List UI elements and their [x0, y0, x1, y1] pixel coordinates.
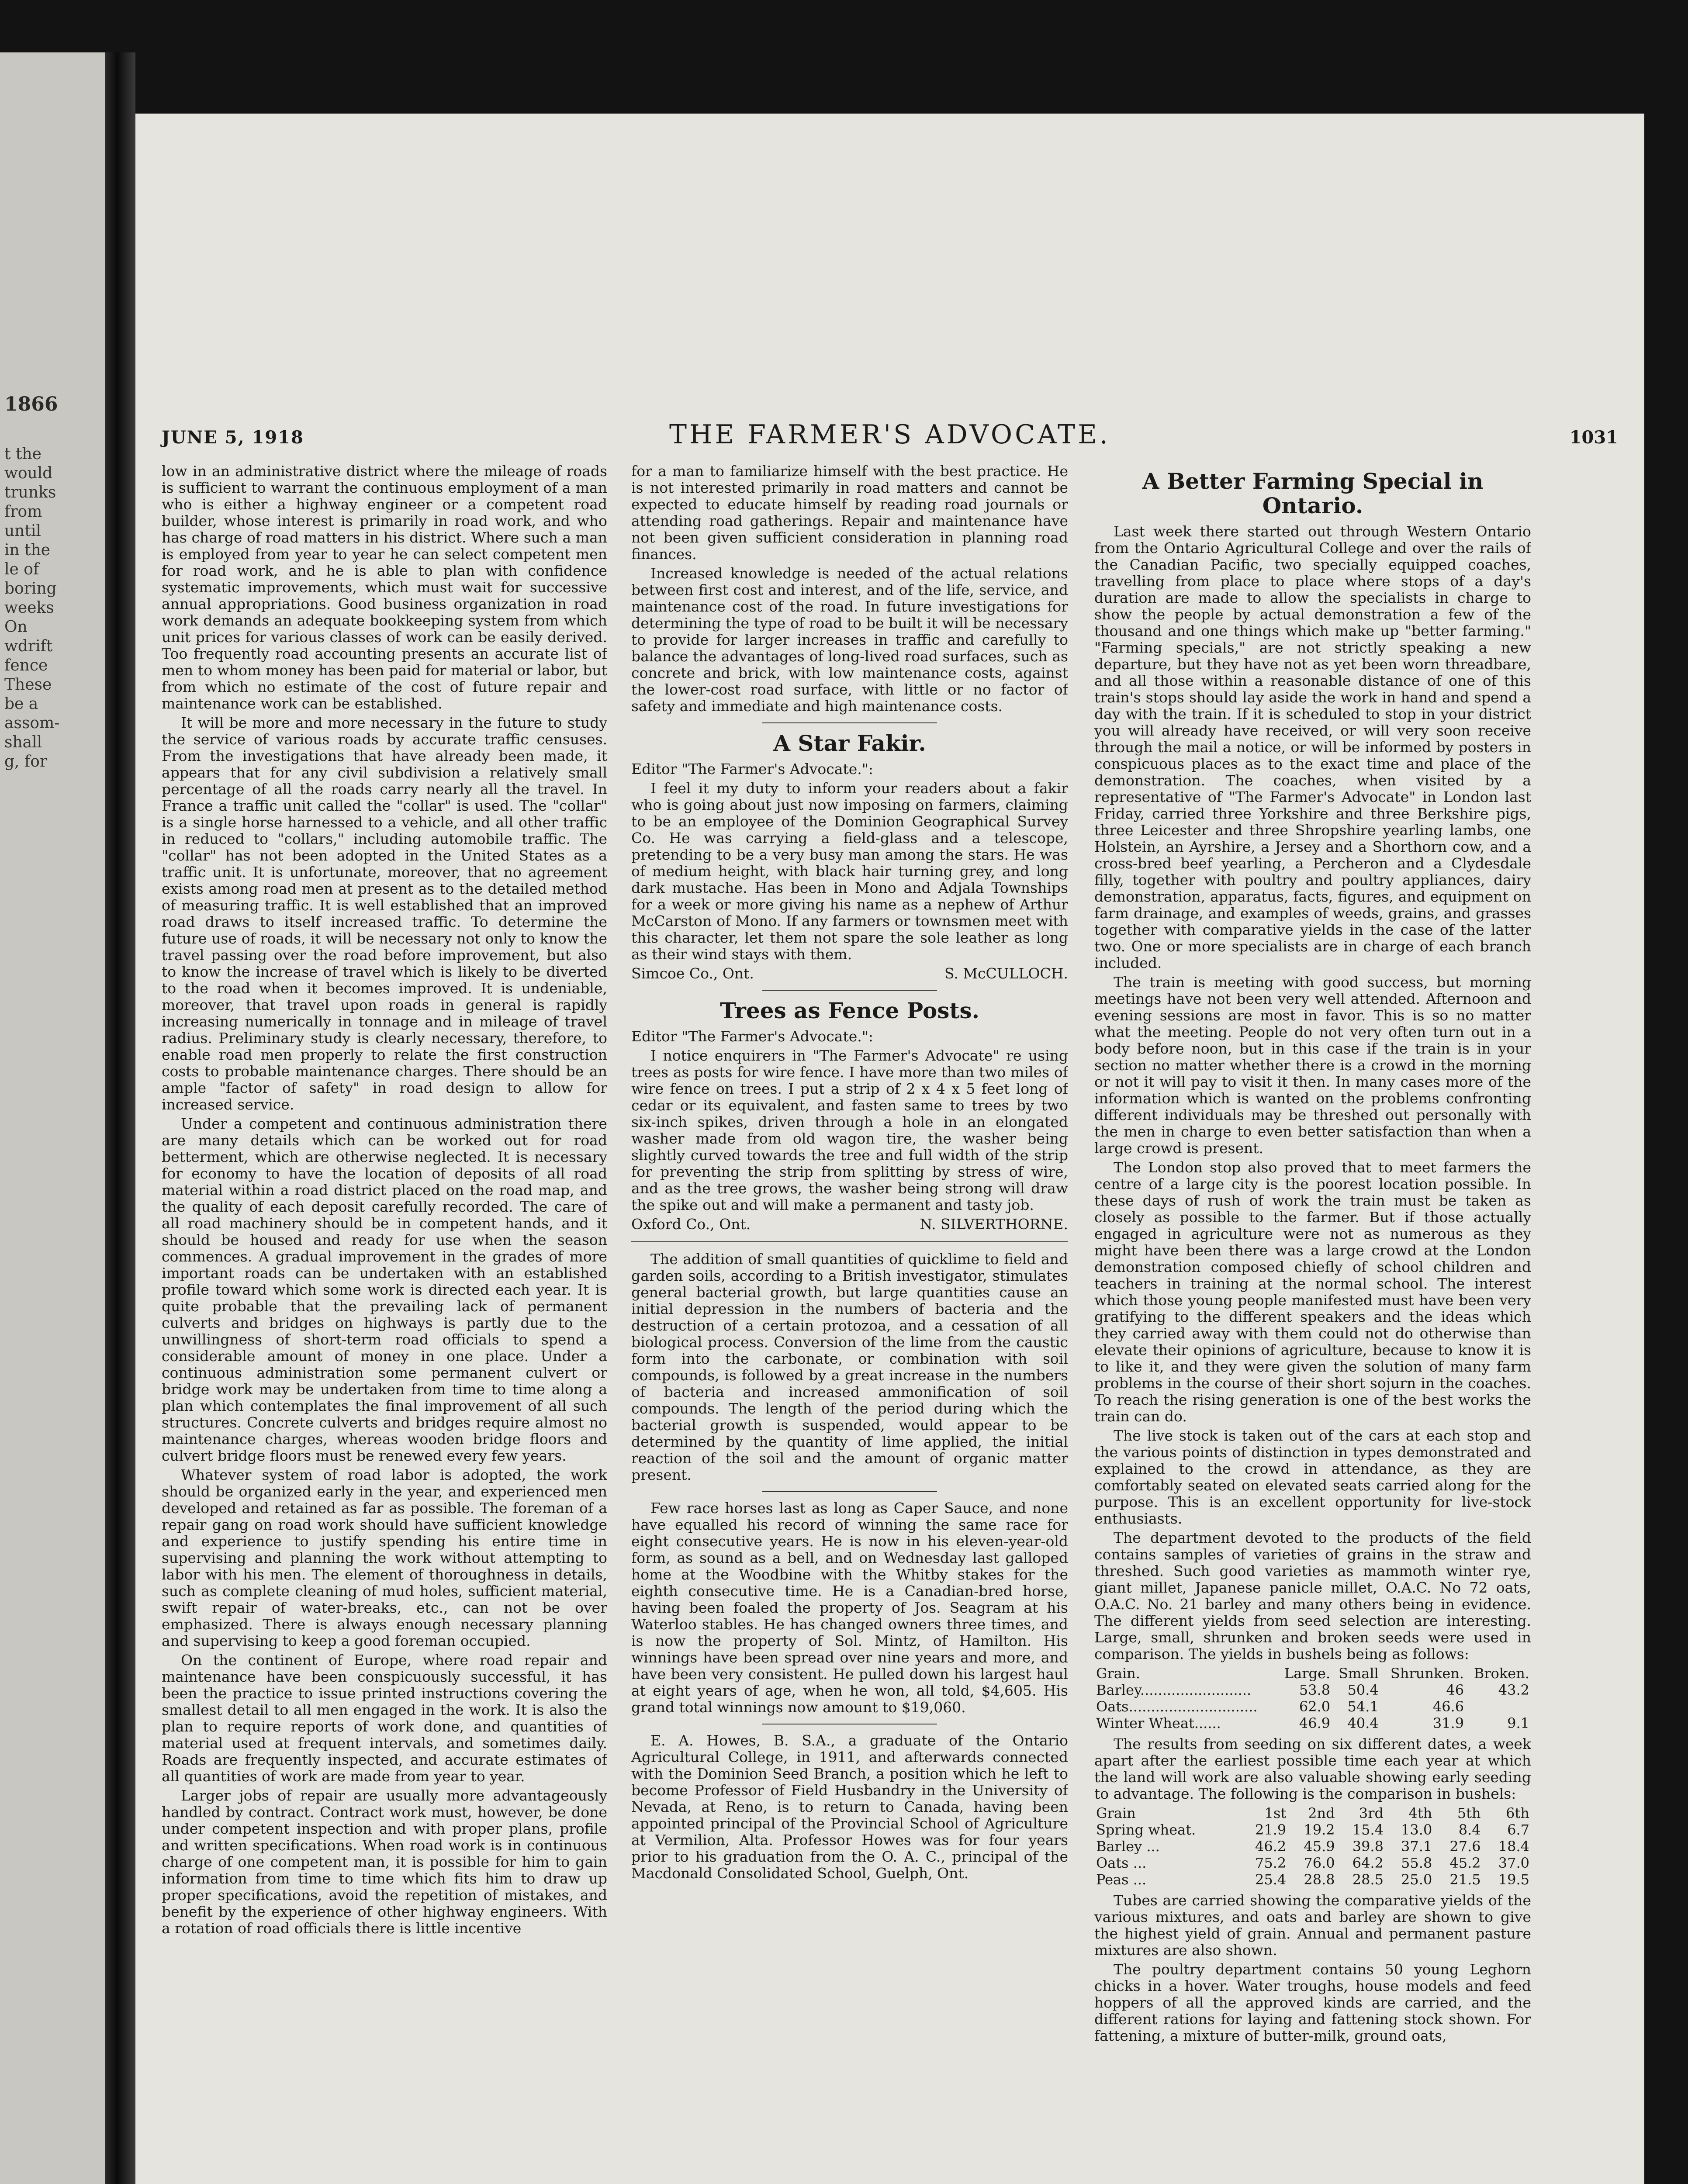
previous-page-fragment: boring — [4, 580, 57, 598]
table-header-row — [1094, 1805, 1531, 1821]
table-cell: 40.4 — [1347, 1715, 1379, 1731]
header-date: JUNE 5, 1918 — [162, 427, 304, 448]
article-paragraph: low in an administrative district where the mileage of roads is sufficient to warrant the continuous employment of a man who is either a highway engineer or a competent road builder, whose interest is primarily in road work, and who has charge of road matters in his district. Where such a man is employed from year to year he can select competent men for road work, and he is able to plan with confidence systematic improvements, which must wait for successive annual appropriations. Good business organization in road work demands an adequate bookkeeping system from which unit prices for various classes of work can be easily derived. Too frequently road accounting presents an accurate list of men to whom money has been paid for material or labor, but from which no estimate of the cost of future repair and maintenance work can be established. — [162, 463, 607, 712]
table-header-cell: Shrunken. — [1390, 1665, 1464, 1682]
previous-page-fragment: On — [4, 618, 28, 636]
table-cell: 75.2 — [1255, 1855, 1287, 1871]
article-paragraph: for a man to familiarize himself with the best practice. He is not interested primarily in road matters and cannot be expected to educate himself by reading road journals or attending road gatherings. Repair and maintenance have not been given sufficient consideration in planning road finances. — [631, 463, 1068, 563]
star-fakir-heading: A Star Fakir. — [773, 730, 926, 756]
seeding-date-yield-table — [1094, 1805, 1531, 1888]
table-cell: 25.0 — [1401, 1871, 1432, 1888]
article-paragraph: The live stock is taken out of the cars at each stop and the various points of distinction in types demonstrated and explained to the crowd in attendance, as they are comfortably seated on elevated seats carried along for the purpose. This is an excellent opportunity for live-stock enthusiasts. — [1094, 1427, 1531, 1527]
previous-page-fragment: shall — [4, 733, 42, 751]
table-header-cell: Grain — [1096, 1805, 1136, 1821]
letter-author: S. McCULLOCH. — [944, 965, 1068, 982]
article-paragraph: It will be more and more necessary in the future to study the service of various roads by accurate traffic censuses. From the investigations that have already been made, it appears that for any civil subdivision a relatively small percentage of all the roads carry nearly all the travel. In France a traffic unit called the "collar" is used. The "collar" is a single horse harnessed to a vehicle, and all other traffic in reduced to "collars," including automobile traffic. The "collar" has not been adopted in the United States as a traffic unit. It is unfortunate, moreover, that no agreement exists among road men at present as to the detailed method of measuring traffic. It is well established that an improved road draws to itself increased traffic. To determine the future use of roads, it will be necessary not only to know the travel passing over the road before improvement, but also to know the increase of travel which is likely to be diverted to the road when it becomes improved. It is undeniable, moreover, that travel upon roads in general is rapidly increasing numerically in tonnage and in mileage of travel radius. Preliminary study is clearly necessary, therefore, to enable road men properly to relate the first construction costs to probable maintenance charges. There should be an ample "factor of safety" in road design to allow for increased service. — [162, 714, 607, 1113]
table-row — [1094, 1871, 1531, 1888]
table-cell: 6.7 — [1507, 1821, 1529, 1838]
table-cell: 19.2 — [1304, 1821, 1335, 1838]
column-1 — [162, 463, 607, 2184]
table-cell: 43.2 — [1498, 1682, 1529, 1698]
previous-page-fragment: g, for — [4, 753, 48, 771]
section-divider — [631, 1241, 1068, 1242]
article-paragraph: The train is meeting with good success, but morning meetings have not been very well attended. Afternoon and evening sessions are most in favor. This is so no matter what the meeting. People do not very often turn out in a body before noon, but in this case if the train is in your section no matter whether there is a crowd in the morning or not it will pay to visit it then. In many cases more of the information which is wanted on the problems confronting different individuals may be threshed out personally with the men in charge to even better satisfaction than when a large crowd is present. — [1094, 974, 1531, 1157]
table-cell: 25.4 — [1255, 1871, 1287, 1888]
table-cell: 31.9 — [1432, 1715, 1464, 1731]
letter-author: N. SILVERTHORNE. — [920, 1216, 1068, 1233]
table-cell: Barley......................... — [1096, 1682, 1252, 1698]
letter-place: Oxford Co., Ont. — [631, 1216, 751, 1233]
table-cell: 13.0 — [1401, 1821, 1432, 1838]
article-paragraph: Last week there started out through Western Ontario from the Ontario Agricultural College and over the rails of the Canadian Pacific, two specially equipped coaches, travelling from place to place where stops of a day's duration are made to allow the specialists in charge to show the people by actual demonstration a few of the thousand and one things which make up "better farming." "Farming specials," are not strictly speaking a new departure, but they have not as yet been worn threadbare, and all those within a reasonable distance of one of this train's stops should lay aside the work in hand and spend a day with the train. If it is scheduled to stop in your district you will already have received, or will very soon receive through the mail a notice, or will be informed by posters in conspicuous places as to the exact time and place of the demonstration. The coaches, when visited by a representative of "The Farmer's Advocate" in London last Friday, carried three Yorkshire and three Berkshire pigs, three Leicester and three Shropshire yearling lambs, one Holstein, an Ayrshire, a Jersey and a Shorthorn cow, and a cross-bred beef yearling, a Percheron and a Clydesdale filly, together with poultry and poultry appliances, dairy demonstration, apparatus, facts, figures, and equipment on farm drainage, and examples of weeds, grains, and grasses together with comparative yields in the case of the latter two. One or more specialists are in charge of each branch included. — [1094, 523, 1531, 971]
table-cell: 46.9 — [1299, 1715, 1331, 1731]
previous-page-fragment: be a — [4, 695, 38, 713]
article-paragraph: The department devoted to the products of the field contains samples of varieties of grains in the straw and threshed. Such good varieties as mammoth winter rye, giant millet, Japanese panicle millet, O.A.C. No 72 oats, O.A.C. No. 21 barley and many others being in evidence. The different yields from seed selection are interesting. Large, small, shrunken and broken seeds were used in comparison. The yields in bushels being as follows: — [1094, 1529, 1531, 1662]
article-paragraph: Larger jobs of repair are usually more advantageously handled by contract. Contract work must, however, be done under competent inspection and with proper plans, profile and written specifications. When road work is in continuous charge of one competent man, it is possible for him to gain information from time to time which fits him to draw up proper specifications, avoid the repetition of mistakes, and benefit by the experience of other highway engineers. With a rotation of road officials there is little incentive — [162, 1787, 607, 1937]
previous-page-fragment: would — [4, 464, 53, 482]
table-header-cell: 3rd — [1359, 1805, 1384, 1821]
table-cell: 55.8 — [1401, 1855, 1432, 1871]
column-3 — [1094, 463, 1531, 2184]
table-cell: 37.1 — [1401, 1838, 1432, 1855]
table-cell: 54.1 — [1347, 1698, 1379, 1715]
article-paragraph: On the continent of Europe, where road repair and maintenance have been conspicuously successful, it has been the practice to issue printed instructions covering the smallest detail to all men engaged in the work. It is also the plan to require reports of work done, and quantities of material used at frequent intervals, and sometimes daily. Roads are frequently inspected, and accurate estimates of all quantities of work are made from year to year. — [162, 1652, 607, 1785]
table-cell: 46.2 — [1255, 1838, 1287, 1855]
table-row — [1094, 1855, 1531, 1871]
table-cell: 45.9 — [1304, 1838, 1335, 1855]
table-cell: 28.8 — [1304, 1871, 1335, 1888]
table-cell: 37.0 — [1498, 1855, 1529, 1871]
table-cell: Barley ... — [1096, 1838, 1160, 1855]
article-paragraph: Whatever system of road labor is adopted, the work should be organized early in the year, and experienced men developed and retained as far as possible. The foreman of a repair gang on road work should have sufficient knowledge and experience to justify spending his entire time in supervising and planning the work without attempting to labor with his men. The element of thoroughness in details, such as complete cleaning of mud holes, sufficient material, swift repair of water-breaks, etc., can not be over emphasized. There is always enough necessary planning and supervising to keep a good foreman occupied. — [162, 1466, 607, 1649]
letter-place: Simcoe Co., Ont. — [631, 965, 754, 982]
previous-page-fragment: wdrift — [4, 637, 53, 655]
article-paragraph: Increased knowledge is needed of the actual relations between first cost and interest, and of the life, service, and maintenance cost of the road. In future investigations for determining the type of road to be built it will be necessary to provide for larger increases in traffic and carefully to balance the advantages of long-lived road surfaces, such as concrete and brick, with low maintenance costs, against the lower-cost road surface, with little or no factor of safety and immediate and high maintenance costs. — [631, 565, 1068, 715]
newspaper-page — [135, 114, 1644, 2184]
table-cell: Spring wheat. — [1096, 1821, 1196, 1838]
table-cell: 53.8 — [1299, 1682, 1331, 1698]
table-cell: 21.5 — [1449, 1871, 1481, 1888]
table-cell: 39.8 — [1352, 1838, 1384, 1855]
caper-sauce-item: Few race horses last as long as Caper Sauce, and none have equalled his record of winning the same race for eight consecutive years. He is now in his eleven-year-old form, as sound as a bell, and on Wednesday last galloped home at the Woodbine with the Whitby stakes for the eighth consecutive time. He is a Canadian-bred horse, having been foaled the property of Jos. Seagram at his Waterloo stables. He has changed owners three times, and is now the property of Sol. Mintz, of Hamilton. His winnings have been spread over nine years and more, and have been very consistent. He pulled down his largest haul at eight years of age, when he won, all told, $4,605. His grand total winnings now amount to $19,060. — [631, 1500, 1068, 1716]
table-cell: 18.4 — [1498, 1838, 1529, 1855]
table-cell: 45.2 — [1449, 1855, 1481, 1871]
quicklime-item: The addition of small quantities of quicklime to field and garden soils, according to a British investigator, stimulates general bacterial growth, but large quantities cause an initial depression in the numbers of bacteria and the destruction of a certain protozoa, and a cessation of all biological process. Conversion of the lime from the caustic form into the carbonate, or combination with soil compounds, is followed by a great increase in the numbers of bacteria and increased ammonification of soil compounds. The length of the period during which the bacterial growth is suspended, would appear to be determined by the quantity of lime applied, the initial reaction of the soil and the amount of organic matter present. — [631, 1251, 1068, 1483]
table-header-cell: 6th — [1506, 1805, 1529, 1821]
previous-page-fragment: le of — [4, 560, 39, 578]
table-cell: Winter Wheat...... — [1096, 1715, 1221, 1731]
table-cell: 64.2 — [1352, 1855, 1384, 1871]
table-header-cell: 2nd — [1308, 1805, 1335, 1821]
article-paragraph: The London stop also proved that to meet farmers the centre of a large city is the poorest location possible. In these days of rush of work the train must be taken as closely as possible to the farmer. But if those actually engaged in agriculture were not as numerous as they might have been there was a large crowd at the London demonstration composed chiefly of school children and teachers in training at the normal school. The interest which those young people manifested must have been very gratifying to the different speakers and the ideas which they carried away with them could not do otherwise than elevate their opinions of agriculture, because to know it is to like it, and they were given the solution of many farm problems in the course of their short sojurn in the coaches. To reach the rising generation is one of the best works the train can do. — [1094, 1159, 1531, 1425]
table-row — [1094, 1821, 1531, 1838]
previous-page-fragment: in the — [4, 541, 51, 559]
article-paragraph: The poultry department contains 50 young Leghorn chicks in a hover. Water troughs, house models and feed hoppers of all the approved kinds are carried, and the different rations for laying and fattening stock shown. For fattening, a mixture of butter-milk, ground oats, — [1094, 1961, 1531, 2044]
section-divider — [762, 990, 937, 991]
previous-page-fragment: trunks — [4, 484, 56, 501]
article-paragraph: Under a competent and continuous administration there are many details which can be worked out for road betterment, which are otherwise neglected. It is necessary for economy to have the location of deposits of all road material within a road district placed on the road map, and the quality of each deposit carefully recorded. The care of all road machinery should be in competent hands, and it should be housed and ready for use when the season commences. A gradual improvement in the grades of more important roads can be undertaken with an established profile toward which some work is directed each year. It is quite probable that the prevailing lack of permanent culverts and bridges on highways is partly due to the unwillingness of short-term road officials to spend a considerable amount of money in one place. Under a continuous administration some permanent culvert or bridge work may be undertaken from time to time along a plan which contemplates the final improvement of all such structures. Concrete culverts and bridges require almost no maintenance charges, whereas wooden bridge floors and culvert bridge floors must be renewed every few years. — [162, 1115, 607, 1464]
seed-size-yield-table — [1094, 1665, 1531, 1731]
previous-page-number: 1866 — [4, 393, 58, 415]
previous-page-fragment: These — [4, 676, 52, 694]
previous-page-fragment: t the — [4, 445, 42, 463]
table-header-cell: Large. — [1284, 1665, 1331, 1682]
table-header-cell: Grain. — [1096, 1665, 1140, 1682]
previous-page-fragment: weeks — [4, 599, 54, 617]
table-row — [1094, 1698, 1531, 1715]
article-paragraph: The results from seeding on six different dates, a week apart after the earliest possible time each year at which the land will work are also valuable showing early seeding to advantage. The following is the comparison in bushels: — [1094, 1735, 1531, 1802]
table-cell: 27.6 — [1449, 1838, 1481, 1855]
page-header — [162, 419, 1618, 450]
table-header-cell: Small — [1338, 1665, 1379, 1682]
previous-page-fragment: from — [4, 503, 42, 521]
table-row — [1094, 1715, 1531, 1731]
table-header-cell: 5th — [1457, 1805, 1481, 1821]
section-divider — [762, 722, 937, 723]
previous-page-edge — [0, 52, 105, 2184]
letter-body: I notice enquirers in "The Farmer's Advocate" re using trees as posts for wire fence. I have more than two miles of wire fence on trees. I put a strip of 2 x 4 x 5 feet long of cedar or its equivalent, and fasten same to trees by two six-inch spikes, driven through a hole in an elongated washer made from old wagon tire, the washer being slightly curved towards the tree and full width of the strip for preventing the strip from splitting by stress of wire, and as the tree grows, the washer being strong will draw the spike out and will make a permanent and tasty job. — [631, 1047, 1068, 1213]
table-cell: 28.5 — [1352, 1871, 1384, 1888]
article-paragraph: Tubes are carried showing the comparative yields of the various mixtures, and oats and barley are shown to give the highest yield of grain. Annual and permanent pasture mixtures are also shown. — [1094, 1892, 1531, 1959]
table-cell: 21.9 — [1255, 1821, 1287, 1838]
letter-signature — [631, 1216, 1068, 1233]
section-divider — [762, 1491, 937, 1492]
table-cell: 19.5 — [1498, 1871, 1529, 1888]
table-header-row — [1094, 1665, 1531, 1682]
previous-page-fragment: fence — [4, 657, 48, 674]
letter-salutation: Editor "The Farmer's Advocate.": — [631, 760, 874, 778]
column-2 — [631, 463, 1068, 2184]
previous-page-fragment: until — [4, 522, 41, 540]
table-cell: 15.4 — [1352, 1821, 1384, 1838]
table-cell: Peas ... — [1096, 1871, 1147, 1888]
book-gutter — [105, 52, 135, 2184]
table-cell: 46 — [1446, 1682, 1464, 1698]
table-cell: 76.0 — [1304, 1855, 1335, 1871]
table-header-cell: Broken. — [1474, 1665, 1529, 1682]
table-cell: Oats ... — [1096, 1855, 1147, 1871]
table-header-cell: 1st — [1264, 1805, 1287, 1821]
howes-item: E. A. Howes, B. S.A., a graduate of the Ontario Agricultural College, in 1911, and afterwards connected with the Dominion Seed Branch, a position which he left to become Professor of Field Husbandry in the University of Nevada, at Reno, is to return to Canada, having been appointed principal of the Provincial School of Agriculture at Vermilion, Alta. Professor Howes was for four years prior to his graduation from the O. A. C., principal of the Macdonald Consolidated School, Guelph, Ont. — [631, 1732, 1068, 1882]
fence-posts-heading: Trees as Fence Posts. — [719, 998, 980, 1023]
table-row — [1094, 1838, 1531, 1855]
header-page-number: 1031 — [1569, 427, 1618, 448]
table-cell: 8.4 — [1458, 1821, 1481, 1838]
table-cell: 9.1 — [1507, 1715, 1529, 1731]
table-cell: Oats............................. — [1096, 1698, 1258, 1715]
table-cell: 46.6 — [1432, 1698, 1464, 1715]
table-cell: 62.0 — [1299, 1698, 1331, 1715]
farming-special-heading: A Better Farming Special in Ontario. — [1142, 468, 1484, 518]
table-header-cell: 4th — [1408, 1805, 1432, 1821]
table-cell — [1466, 1698, 1531, 1715]
table-row — [1094, 1682, 1531, 1698]
previous-page-fragment: assom- — [4, 714, 60, 732]
letter-signature — [631, 965, 1068, 982]
letter-salutation: Editor "The Farmer's Advocate.": — [631, 1028, 874, 1045]
table-cell: 50.4 — [1347, 1682, 1379, 1698]
letter-body: I feel it my duty to inform your readers about a fakir who is going about just now imposing on farmers, claiming to be an employee of the Dominion Geographical Survey Co. He was carrying a field-glass and a telescope, pretending to be a very busy man among the stars. He was of medium height, with black hair turning grey, and long dark mustache. Has been in Mono and Adjala Townships for a week or more giving his name as a nephew of Arthur McCarston of Mono. If any farmers or townsmen meet with this character, let them not spare the sole leather as long as their wind stays with them. — [631, 780, 1068, 963]
masthead-title: THE FARMER'S ADVOCATE. — [669, 419, 1110, 450]
